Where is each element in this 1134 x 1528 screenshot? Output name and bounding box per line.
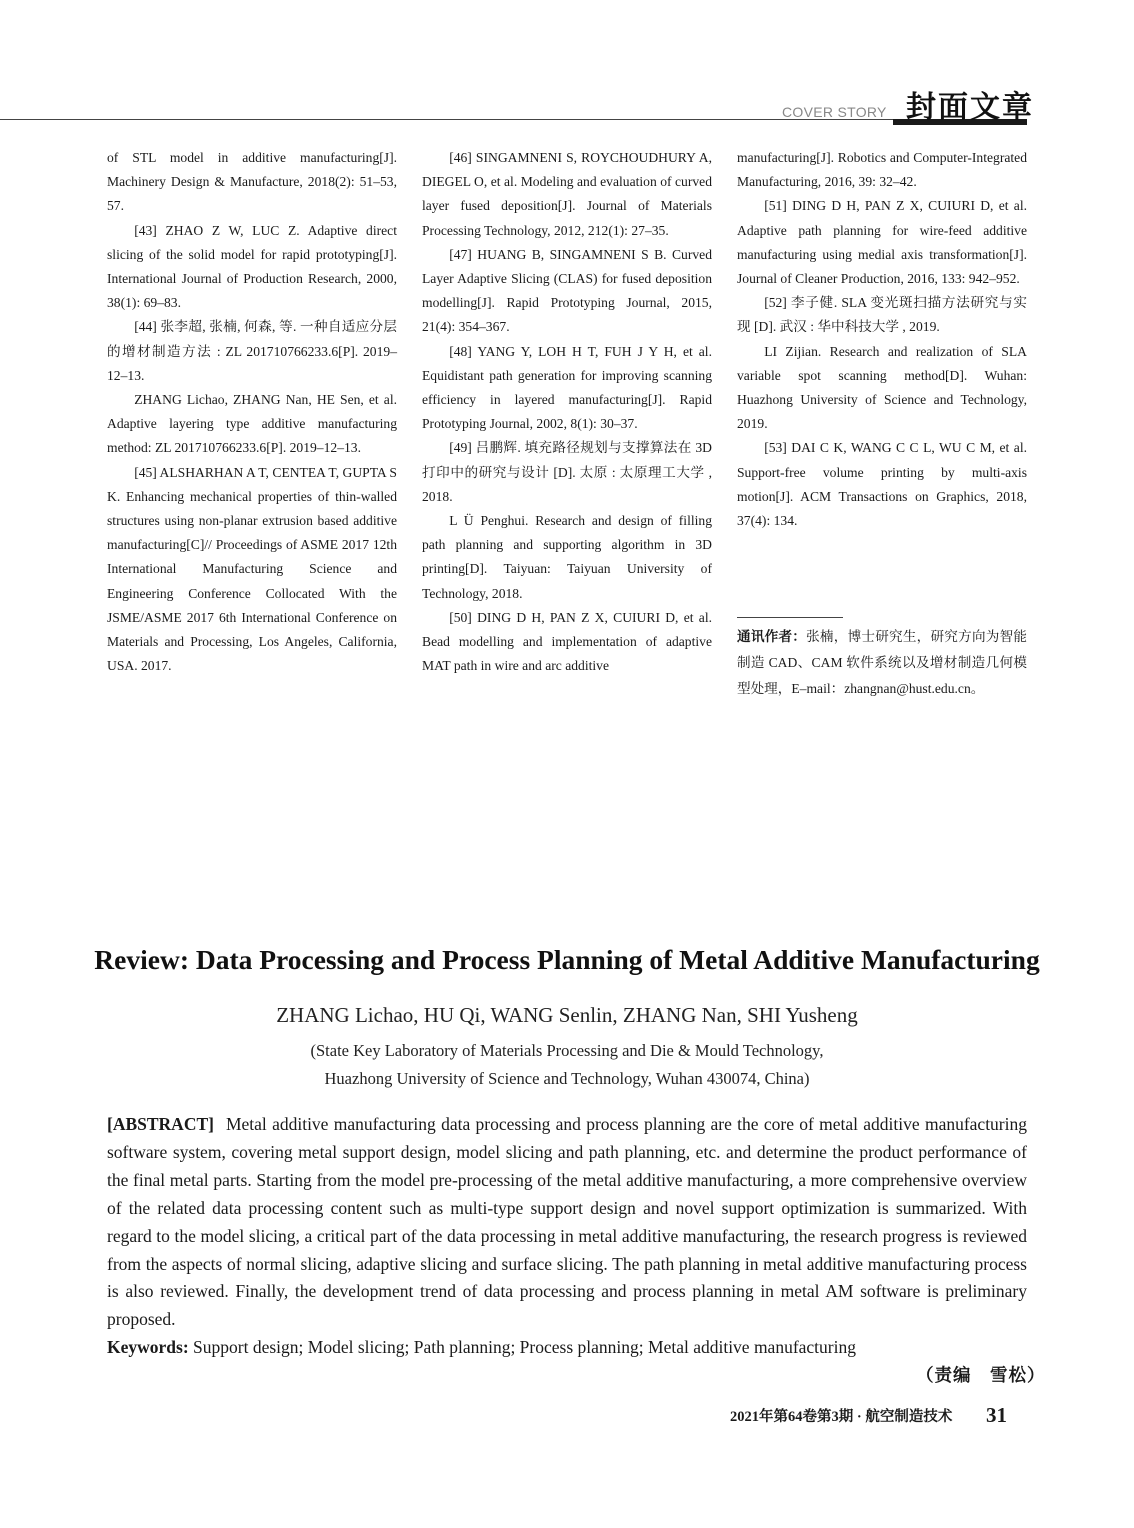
article-authors: ZHANG Lichao, HU Qi, WANG Senlin, ZHANG Nan, SHI Yusheng	[276, 1003, 858, 1027]
affiliation-line-2: Huazhong University of Science and Technology, Wuhan 430074, China)	[324, 1069, 810, 1088]
reference-entry: [44] 张李超, 张楠, 何森, 等. 一种自适应分层的增材制造方法 : ZL 201710766233.6[P]. 2019–12–13.	[107, 319, 397, 383]
reference-entry: [53] DAI C K, WANG C C L, WU C M, et al. Support-free volume printing by multi-axis motion[J]. ACM Transactions on Graphics, 2018, 37(4): 134.	[737, 440, 1027, 529]
reference-entry: [47] HUANG B, SINGAMNENI S B. Curved Layer Adaptive Slicing (CLAS) for fused deposition modelling[J]. Rapid Prototyping Journal, 2015, 21(4): 354–367.	[422, 246, 712, 335]
footnote-rule	[737, 617, 843, 618]
header-rule	[0, 119, 896, 120]
journal-footer: 2021年第64卷第3期 · 航空制造技术	[730, 1409, 953, 1425]
footnote-text: 张楠，博士研究生，研究方向为智能制造 CAD、CAM 软件系统以及增材制造几何模型处理，E–mail：zhangnan@hust.edu.cn。	[737, 629, 1028, 696]
reference-entry: [48] YANG Y, LOH H T, FUH J Y H, et al. Equidistant path generation for improving scanning efficiency in layered manufacturing[J]. Rapid Prototyping Journal, 2002, 8(1): 30–37.	[422, 343, 712, 432]
article-title: Review: Data Processing and Process Planning of Metal Additive Manufacturing	[94, 944, 1040, 975]
reference-entry: L Ü Penghui. Research and design of filling path planning and supporting algorithm in 3D printing[D]. Taiyuan: Taiyuan University of Technology, 2018.	[422, 513, 712, 601]
section-label-cn: 封面文章	[906, 91, 1034, 124]
keywords	[107, 1334, 1027, 1361]
reference-column-3	[737, 146, 1027, 533]
abstract-label: [ABSTRACT]	[107, 1114, 214, 1134]
reference-entry: [51] DING D H, PAN Z X, CUIURI D, et al. Adaptive path planning for wire-feed additive manufacturing using medial axis transformation[J]. Journal of Cleaner Production, 2016, 133: 942–952.	[737, 198, 1027, 287]
reference-entry: [43] ZHAO Z W, LUC Z. Adaptive direct slicing of the solid model for rapid prototyping[J]. International Journal of Production Research, 2000, 38(1): 69–83.	[107, 222, 397, 311]
reference-entry: ZHANG Lichao, ZHANG Nan, HE Sen, et al. Adaptive layering type additive manufacturing method: ZL 201710766233.6[P]. 2019–12–13.	[107, 392, 397, 456]
reference-entry: [50] DING D H, PAN Z X, CUIURI D, et al. Bead modelling and implementation of adaptive MAT path in wire and arc additive	[422, 609, 712, 674]
reference-entry: [52] 李子健. SLA 变光斑扫描方法研究与实现 [D]. 武汉 : 华中科技大学 , 2019.	[737, 295, 1027, 335]
abstract-text: Metal additive manufacturing data processing and process planning are the core of metal additive manufacturing software system, covering metal support design, model slicing and path planning, etc. and determine the product performance of the final metal parts. Starting from the model pre-processing of the metal additive manufacturing, a more comprehensive overview of the related data processing content such as multi-type support design and novel support optimization is summarized. With regard to the model slicing, a critical part of the data processing in metal additive manufacturing, the research progress is reviewed from the aspects of normal slicing, adaptive slicing and surface slicing. The path planning in metal additive manufacturing process is also reviewed. Finally, the development trend of data processing and process planning in metal AM software is preliminary proposed.	[107, 1114, 1027, 1330]
abstract	[107, 1111, 1027, 1334]
article-affiliation	[0, 1037, 1134, 1093]
affiliation-line-1: (State Key Laboratory of Materials Processing and Die & Mould Technology,	[310, 1041, 824, 1060]
keywords-text: Support design; Model slicing; Path planning; Process planning; Metal additive manufacturing	[193, 1337, 856, 1357]
reference-entry: LI Zijian. Research and realization of SLA variable spot scanning method[D]. Wuhan: Huazhong University of Science and Technology, 2019.	[737, 343, 1027, 432]
editor-credit: （责编 雪松）	[916, 1365, 1046, 1385]
corresponding-author-note	[737, 624, 1027, 702]
reference-entry: [49] 吕鹏辉. 填充路径规划与支撑算法在 3D 打印中的研究与设计 [D]. 太原 : 太原理工大学 , 2018.	[422, 440, 712, 504]
reference-entry: [46] SINGAMNENI S, ROYCHOUDHURY A, DIEGEL O, et al. Modeling and evaluation of curved layer fused deposition[J]. Journal of Materials Processing Technology, 2012, 212(1): 27–35.	[422, 150, 712, 238]
section-label-en: COVER STORY	[782, 104, 887, 120]
reference-column-2	[422, 146, 712, 678]
page-number: 31	[986, 1403, 1007, 1427]
reference-entry: of STL model in additive manufacturing[J]. Machinery Design & Manufacture, 2018(2): 51–53, 57.	[107, 150, 397, 214]
reference-entry: manufacturing[J]. Robotics and Computer-Integrated Manufacturing, 2016, 39: 32–42.	[737, 150, 1027, 190]
keywords-label: Keywords:	[107, 1337, 189, 1357]
footnote-label: 通讯作者：	[737, 629, 807, 644]
reference-column-1	[107, 146, 397, 678]
reference-entry: [45] ALSHARHAN A T, CENTEA T, GUPTA S K. Enhancing mechanical properties of thin-walled structures using non-planar extrusion based additive manufacturing[C]// Proceedings of ASME 2017 12th International Manufacturing Science and Engineering Conference Collocated With the JSME/ASME 2017 6th International Conference on Materials and Processing, Los Angeles, California, USA. 2017.	[107, 464, 397, 674]
